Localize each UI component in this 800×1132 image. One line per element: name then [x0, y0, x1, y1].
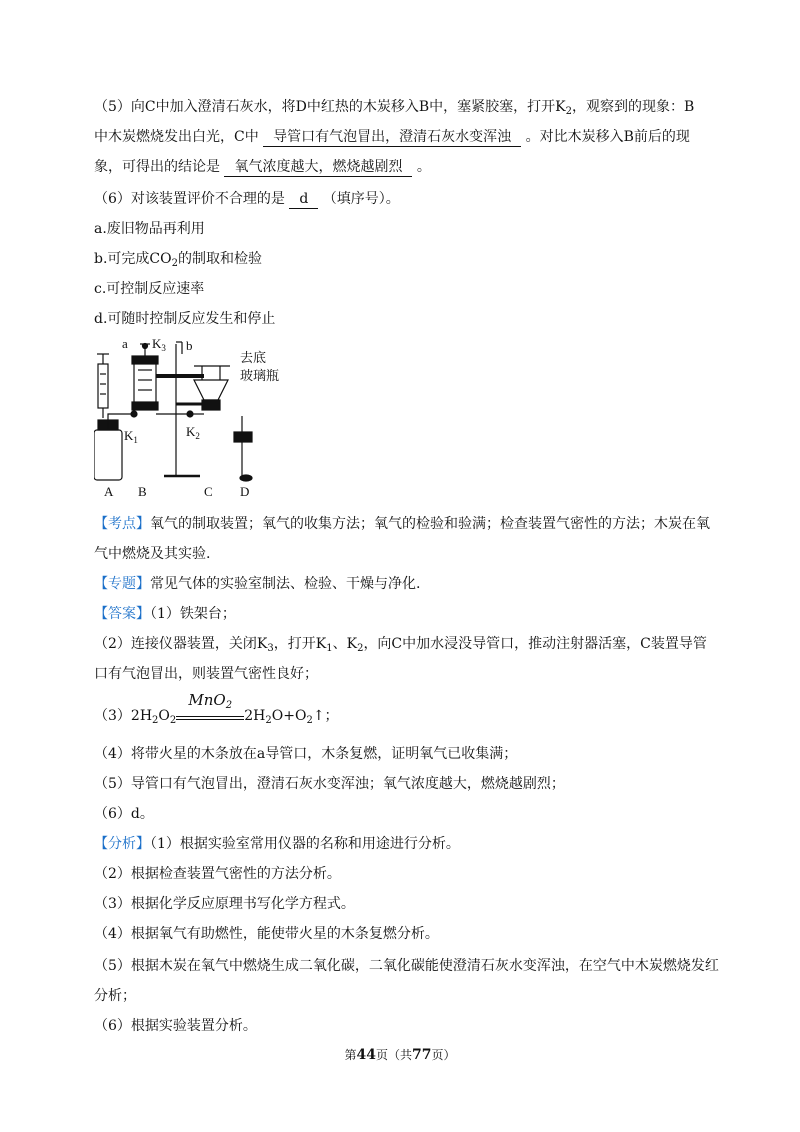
diagram-label-k3: $K_3$	[152, 336, 166, 353]
q6-answer-blank: d	[289, 190, 318, 209]
analysis-5-line1: （5）根据木炭在氧气中燃烧生成二氧化碳，二氧化碳能使澄清石灰水变浑浊，在空气中木炭燃烧发红	[94, 958, 719, 974]
page-total: 77	[412, 1047, 432, 1063]
answer-5: （5）导管口有气泡冒出，澄清石灰水变浑浊；氧气浓度越大，燃烧越剧烈；	[94, 776, 565, 792]
answer-2-line2: 口有气泡冒出，则装置气密性良好；	[94, 666, 318, 682]
kaodian-line1: 【考点】氧气的制取装置；氧气的收集方法；氧气的检验和验满；检查装置气密性的方法；木炭在氧	[94, 516, 710, 532]
answer-4: （4）将带火星的木条放在a导管口，木条复燃，证明氧气已收集满；	[94, 746, 518, 762]
q5-answer-blank-1: 导管口有气泡冒出，澄清石灰水变浑浊	[263, 128, 521, 147]
q6-option-a: a.废旧物品再利用	[94, 221, 205, 237]
analysis-6: （6）根据实验装置分析。	[94, 1018, 257, 1034]
diagram-label-D: D	[240, 484, 250, 499]
analysis-tag: 【分析】	[94, 836, 150, 852]
kaodian-line2: 气中燃烧及其实验.	[94, 546, 211, 562]
diagram-label-glass-bottom: 玻璃瓶	[240, 368, 280, 383]
answer-6: （6）d。	[94, 806, 154, 822]
analysis-3: （3）根据化学反应原理书写化学方程式。	[94, 896, 355, 912]
zhuanti-line: 【专题】常见气体的实验室制法、检验、干燥与净化.	[94, 576, 421, 592]
q5-line1: （5）向C中加入澄清石灰水，将D中红热的木炭移入B中，塞紧胶塞，打开$K_2$，观察到的现象：B	[94, 99, 695, 117]
answer-3-equation: $(3)2H_2O_2$ MnO$_2$ $2H_2O+O_2↑$；	[94, 691, 339, 726]
q6-option-b: b.可完成$CO_2$的制取和检验	[94, 251, 262, 269]
q5-line3: 象，可得出的结论是 氧气浓度越大，燃烧越剧烈 。	[94, 159, 431, 175]
q5-answer-blank-2: 氧气浓度越大，燃烧越剧烈	[224, 158, 412, 177]
apparatus-diagram	[94, 336, 310, 500]
diagram-label-k2: $K_2$	[186, 424, 200, 441]
q6-stem: （6）对该装置评价不合理的是 d （填序号）。	[94, 191, 400, 207]
diagram-label-C: C	[204, 484, 213, 499]
kaodian-tag: 【考点】	[94, 516, 150, 532]
page-number: 44	[356, 1047, 376, 1063]
analysis-5-line2: 分析；	[94, 988, 136, 1004]
answer-1: 【答案】（1）铁架台；	[94, 606, 236, 622]
answer-tag: 【答案】	[94, 606, 150, 622]
q6-option-c: c.可控制反应速率	[94, 281, 205, 297]
diagram-label-A: A	[104, 484, 114, 499]
q5-line2: 中木炭燃烧发出白光，C中 导管口有气泡冒出，澄清石灰水变浑浊 。对比木炭移入B前后的现	[94, 129, 690, 145]
analysis-1: 【分析】（1）根据实验室常用仪器的名称和用途进行分析。	[94, 836, 460, 852]
zhuanti-tag: 【专题】	[94, 576, 150, 592]
diagram-label-a: a	[122, 336, 128, 351]
diagram-label-k1: $K_1$	[124, 428, 138, 445]
diagram-label-glass-top: 去底	[240, 350, 267, 365]
reaction-arrow	[176, 691, 244, 726]
catalyst-label: MnO$_2$	[188, 691, 233, 711]
analysis-2: （2）根据检查装置气密性的方法分析。	[94, 866, 341, 882]
page-footer: 第44页（共77页）	[344, 1047, 456, 1063]
analysis-4: （4）根据氧气有助燃性，能使带火星的木条复燃分析。	[94, 926, 439, 942]
diagram-label-B: B	[138, 484, 147, 499]
diagram-label-b-tube: b	[186, 338, 193, 353]
q6-option-d: d.可随时控制反应发生和停止	[94, 311, 276, 327]
answer-2-line1: （2）连接仪器装置，关闭$K_3$，打开$K_1$、$K_2$，向C中加水浸没导管口，推动注射器活塞，C装置导管	[94, 636, 707, 654]
